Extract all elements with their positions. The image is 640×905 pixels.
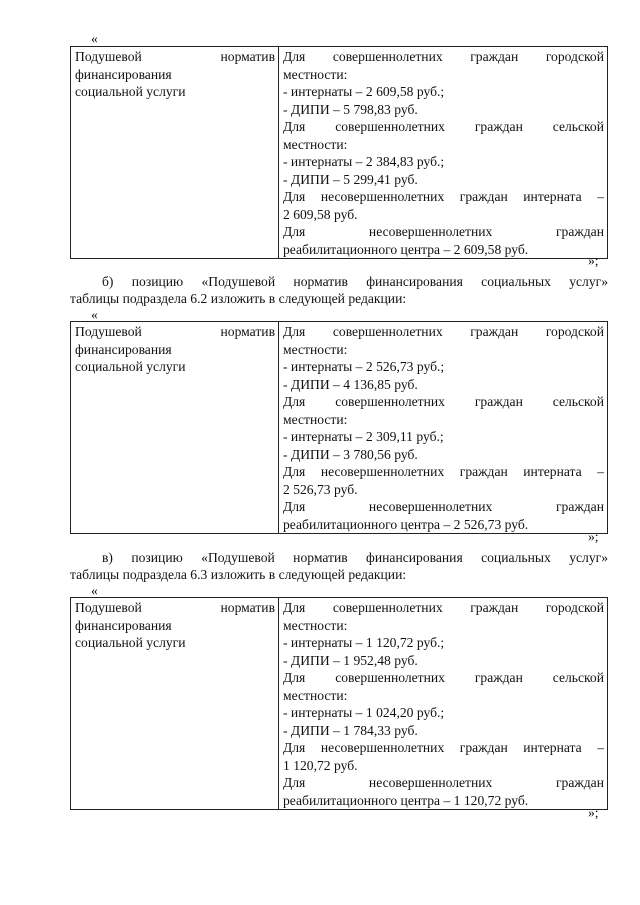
text-line: Для совершеннолетних граждан сельской [283,394,604,409]
left-label-line: Подушевой норматив [75,324,275,339]
left-label-line: Подушевой норматив [75,600,275,615]
paragraph-line: б) позицию «Подушевой норматив финансирования социальных услуг» [102,274,608,289]
text-line: Для несовершеннолетних граждан интерната – [283,464,604,479]
paragraph-line: в) позицию «Подушевой норматив финансирования социальных услуг» [102,550,608,565]
left-cell [71,322,279,534]
text-line: - ДИПИ – 4 136,85 руб. [283,376,418,392]
text-line: - ДИПИ – 1 784,33 руб. [283,722,418,738]
text-line: местности: [283,411,348,427]
instruction-paragraph [70,549,608,567]
text-line: реабилитационного центра – 2 609,58 руб. [283,241,529,257]
text-line: - интернаты – 2 384,83 руб.; [283,154,445,169]
text-line: - интернаты – 1 120,72 руб.; [283,635,445,650]
text-line: - ДИПИ – 1 952,48 руб. [283,652,418,668]
closing-quote: »; [588,253,599,268]
opening-quote: « [91,583,98,598]
text-line: местности: [283,687,348,703]
text-line: - ДИПИ – 5 299,41 руб. [283,171,418,187]
text-line: Для несовершеннолетних граждан интерната – [283,189,604,204]
text-line: - ДИПИ – 3 780,56 руб. [283,446,418,462]
text-line: Для совершеннолетних граждан сельской [283,119,604,134]
left-label-line: социальной услуги [75,635,186,650]
text-line: - интернаты – 2 526,73 руб.; [283,359,445,374]
text-line: - интернаты – 2 309,11 руб.; [283,429,444,444]
left-label-line: Подушевой норматив [75,49,275,64]
closing-quote: »; [588,529,599,544]
text-line: Для совершеннолетних граждан сельской [283,670,604,685]
left-cell [71,598,279,810]
paragraph-line: таблицы подраздела 6.2 изложить в следующей редакции: [70,291,407,306]
instruction-paragraph [70,566,608,584]
text-line: Для совершеннолетних граждан городской [283,324,604,339]
left-label-line: социальной услуги [75,359,186,374]
text-line: Для несовершеннолетних граждан [283,499,604,514]
text-line: - ДИПИ – 5 798,83 руб. [283,101,418,117]
text-line: 1 120,72 руб. [283,757,358,773]
instruction-paragraph [70,290,608,308]
text-line: местности: [283,136,348,152]
right-cell [279,598,608,810]
text-line: Для несовершеннолетних граждан [283,775,604,790]
left-cell [71,47,279,259]
opening-quote: « [91,31,98,46]
norm-table [70,597,608,810]
left-label-line: финансирования [75,341,172,357]
text-line: - интернаты – 1 024,20 руб.; [283,705,445,720]
instruction-paragraph [70,273,608,291]
norm-table [70,321,608,534]
text-line: Для совершеннолетних граждан городской [283,49,604,64]
left-label-line: финансирования [75,617,172,633]
text-line: местности: [283,341,348,357]
right-cell [279,47,608,259]
text-line: Для несовершеннолетних граждан [283,224,604,239]
left-label-line: социальной услуги [75,84,186,99]
left-label-line: финансирования [75,66,172,82]
norm-table [70,46,608,259]
text-line: реабилитационного центра – 1 120,72 руб. [283,792,529,808]
text-line: - интернаты – 2 609,58 руб.; [283,84,445,99]
right-cell [279,322,608,534]
closing-quote: »; [588,805,599,820]
text-line: 2 526,73 руб. [283,481,358,497]
text-line: местности: [283,617,348,633]
text-line: Для совершеннолетних граждан городской [283,600,604,615]
text-line: Для несовершеннолетних граждан интерната – [283,740,604,755]
paragraph-line: таблицы подраздела 6.3 изложить в следующей редакции: [70,567,407,582]
text-line: местности: [283,66,348,82]
text-line: 2 609,58 руб. [283,206,358,222]
text-line: реабилитационного центра – 2 526,73 руб. [283,516,529,532]
opening-quote: « [91,307,98,322]
